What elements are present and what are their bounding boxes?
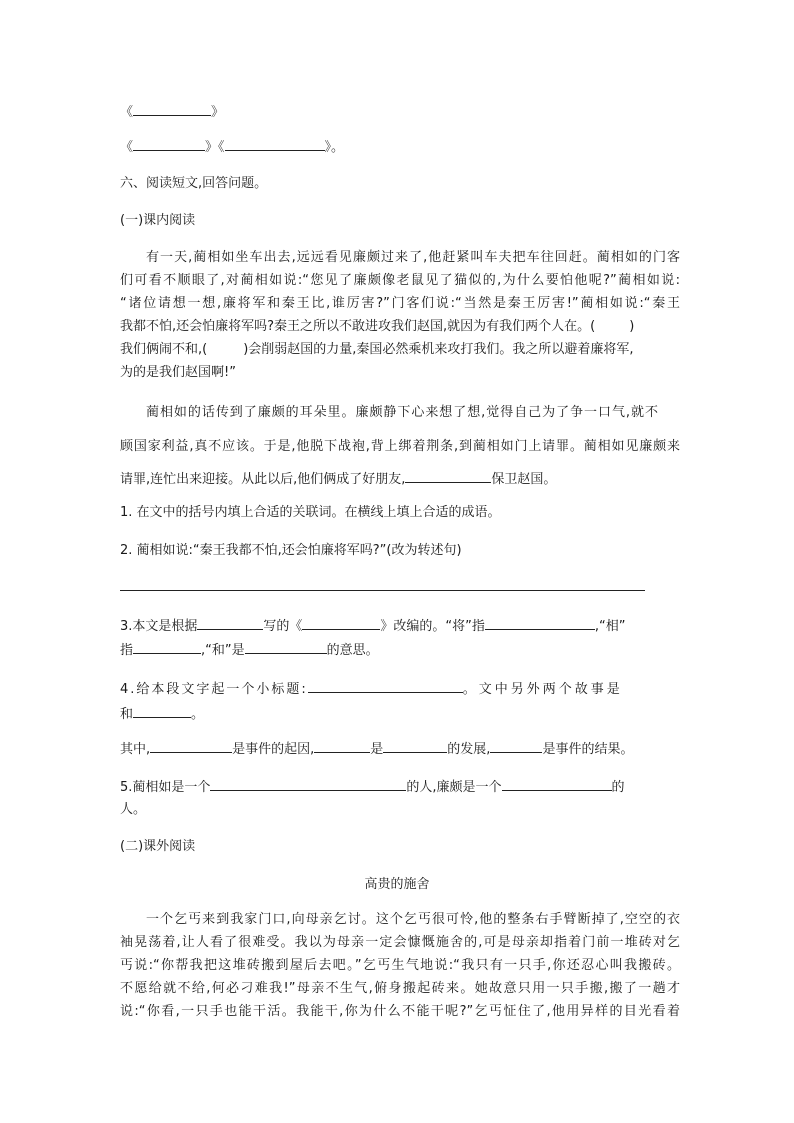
answer-blank[interactable] [485, 617, 595, 630]
close-bracket: 》。 [324, 140, 345, 155]
answer-blank[interactable] [133, 103, 211, 116]
question-3-line-1: 3.本文是根据 写的《 》改编的。“将”指 ,“相” [120, 619, 626, 634]
extracurricular-reading-heading: (二)课外阅读 [120, 839, 196, 854]
question-4-line-2: 和 。 [120, 707, 205, 722]
question-5-line-1: 5.蔺相如是一个 的人,廉颇是一个 的 [120, 780, 625, 795]
story-line: 一个乞丐来到我家门口,向母亲乞讨。这个乞丐很可怜,他的整条右手臂断掉了,空空的衣 [146, 912, 680, 927]
passage-2-line-1: 蔺相如的话传到了廉颇的耳朵里。廉颇静下心来想了想,觉得自己为了争一口气,就不 [146, 405, 658, 420]
answer-blank[interactable] [308, 680, 463, 693]
answer-blank[interactable] [133, 138, 205, 151]
story-line: 袖晃荡着,让人看了很难受。我以为母亲一定会慷慨施舍的,可是母亲却指着门前一堆砖对乞 [120, 935, 680, 950]
story-line: 丐说:“你帮我把这堆砖搬到屋后去吧。”乞丐生气地说:“我只有一只手,你还忍心叫我搬砖。 [120, 958, 680, 973]
section-six-title: 六、阅读短文,回答问题。 [120, 176, 268, 191]
close-bracket: 》 [211, 105, 225, 120]
question-3-line-2: 指 ,“和”是 的意思。 [120, 643, 379, 658]
passage-2-line-3: 请罪,连忙出来迎接。从此以后,他们俩成了好朋友, 保卫赵国。 [120, 472, 557, 487]
question-1: 1. 在文中的括号内填上合适的关联词。在横线上填上合适的成语。 [120, 505, 501, 520]
story-passage [120, 908, 680, 1023]
open-bracket: 《 [120, 140, 134, 155]
answer-blank[interactable] [502, 778, 612, 791]
passage-line: “诸位请想一想,廉将军和秦王比,谁厉害?”门客们说:“当然是秦王厉害!”蔺相如说:“秦王 [120, 296, 680, 311]
question-4-line-1: 4.给本段文字起一个小标题: 。文中另外两个故事是 [120, 682, 623, 697]
story-line: 不愿给就不给,何必刁难我!”母亲不生气,俯身搬起砖来。她故意只用一只手搬,搬了一趟才 [120, 981, 680, 996]
answer-blank[interactable] [383, 740, 447, 753]
answer-blank[interactable] [245, 641, 327, 654]
answer-blank[interactable] [314, 740, 370, 753]
passage-line: 我都不怕,还会怕廉将军吗?秦王之所以不敢进攻我们赵国,就因为有我们两个人在。( ) [120, 319, 635, 334]
passage-1 [120, 246, 680, 384]
mid-bracket: 》《 [205, 140, 225, 155]
story-line: 说:“你看,一只手也能干活。我能干,你为什么不能干呢?”乞丐怔住了,他用异样的目光看着 [120, 1004, 680, 1019]
story-title: 高贵的施舍 [364, 877, 430, 892]
passage-line: 为的是我们赵国啊!” [120, 365, 236, 380]
question-4-structure-line: 其中, 是事件的起因, 是 的发展, 是事件的结果。 [120, 742, 634, 757]
open-bracket: 《 [120, 105, 134, 120]
question-5-line-2: 人。 [120, 802, 147, 817]
question-2-answer-line[interactable] [120, 590, 645, 591]
answer-blank[interactable] [133, 705, 191, 718]
passage-2-line-2: 顾国家利益,真不应该。于是,他脱下战袍,背上绑着荆条,到蔺相如门上请罪。蔺相如见廉颇来 [120, 439, 680, 454]
answer-blank[interactable] [302, 617, 380, 630]
answer-blank[interactable] [133, 641, 201, 654]
in-class-reading-heading: (一)课内阅读 [120, 213, 196, 228]
idiom-blank[interactable] [405, 470, 491, 483]
passage-line: 有一天,蔺相如坐车出去,远远看见廉颇过来了,他赶紧叫车夫把车往回赶。蔺相如的门客 [146, 250, 680, 265]
answer-blank[interactable] [210, 778, 406, 791]
answer-blank[interactable] [490, 740, 542, 753]
passage-line: 们可看不顺眼了,对蔺相如说:“您见了廉颇像老鼠见了猫似的,为什么要怕他呢?”蔺相如说: [120, 273, 680, 288]
question-2: 2. 蔺相如说:“秦王我都不怕,还会怕廉将军吗?”(改为转述句) [120, 543, 462, 558]
answer-blank[interactable] [150, 740, 232, 753]
passage-line: 我们俩闹不和,( )会削弱赵国的力量,秦国必然乘机来攻打我们。我之所以避着廉将军, [120, 342, 634, 357]
book-title-blank-line-1 [120, 103, 224, 119]
answer-blank[interactable] [197, 617, 263, 630]
answer-blank[interactable] [225, 138, 325, 151]
book-title-blank-line-2 [120, 138, 344, 154]
